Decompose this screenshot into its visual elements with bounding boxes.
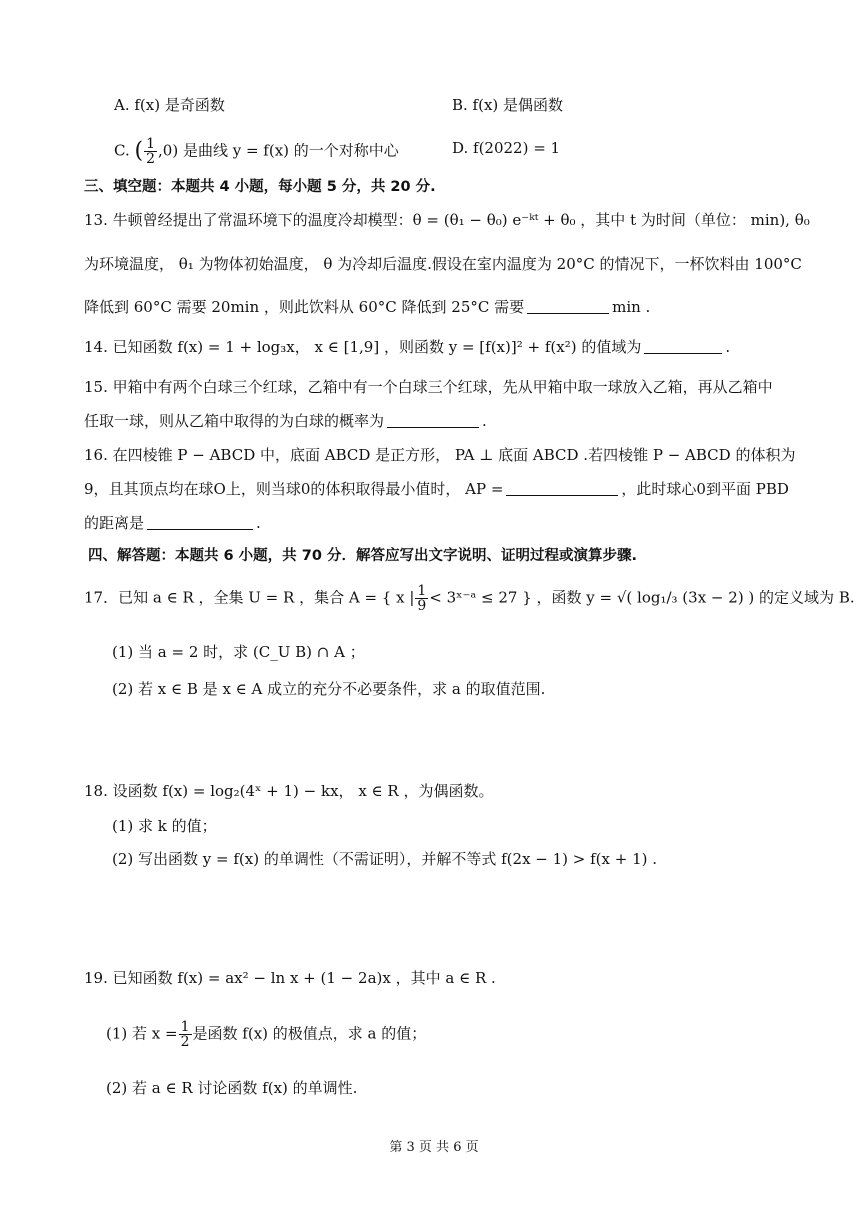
q15-line2: 任取一球，则从乙箱中取得的为白球的概率为 . [84,412,487,430]
q19-fraction: $\frac{1}{2}$ [180,1019,190,1050]
q16-line3: 的距离是 . [84,514,261,532]
option-c-fraction: $\frac{1}{2}$ [146,136,156,167]
q19-line1: 19. 已知函数 f(x) = ax² − ln x + (1 − 2a)x ，其中 a ∈ R . [84,969,496,987]
q13-line2: 为环境温度， θ₁ 为物体初始温度， θ 为冷却后温度.假设在室内温度为 20°C 的情况下，一杯饮料由 100°C [84,255,802,273]
option-c-text: ,0) 是曲线 y = f(x) 的一个对称中心 [158,141,399,160]
option-c: C. ( $\frac{1}{2}$ ,0) 是曲线 y = f(x) 的一个对称中心 [114,136,399,167]
option-c-prefix: C. [114,141,130,160]
section-3-heading: 三、填空题：本题共 4 小题，每小题 5 分，共 20 分. [84,179,436,195]
q16-line2: 9，且其顶点均在球O上，则当球0的体积取得最小值时， AP = ，此时球心0到平面 PBD [84,480,789,498]
q13-answer-blank[interactable] [527,297,609,314]
q19-part2: (2) 若 a ∈ R 讨论函数 f(x) 的单调性. [106,1079,358,1097]
q16-line1: 16. 在四棱锥 P − ABCD 中，底面 ABCD 是正方形， PA ⊥ 底面 ABCD .若四棱锥 P − ABCD 的体积为 [84,446,796,464]
q13-line3: 降低到 60°C 需要 20min ，则此饮料从 60°C 降低到 25°C 需要 min . [84,298,651,316]
q14: 14. 已知函数 f(x) = 1 + log₃x， x ∈ [1,9] ，则函数 y = [f(x)]² + f(x²) 的值域为 . [84,338,731,356]
q17-part1: (1) 当 a = 2 时，求 (C_U B) ∩ A ； [112,643,365,661]
q14-answer-blank[interactable] [644,337,722,354]
option-d: D. f(2022) = 1 [452,139,561,157]
option-b: B. f(x) 是偶函数 [452,96,564,114]
q16-ap-blank[interactable] [506,479,618,496]
page-footer: 第 3 页 共 6 页 [389,1140,479,1155]
q18-line1: 18. 设函数 f(x) = log₂(4ˣ + 1) − kx， x ∈ R ，为偶函数。 [84,782,494,800]
q17-line1: 17．已知 a ∈ R ，全集 U = R ，集合 A = { x | $\frac{1}{9}$ < 3ˣ⁻ᵃ ≤ 27 } ，函数 y = √( log₁/₃ (3x − 2) ) 的定义域为 B. [84,583,855,614]
q18-part1: (1) 求 k 的值； [112,817,217,835]
q13-line1: 13. 牛顿曾经提出了常温环境下的温度冷却模型：θ = (θ₁ − θ₀) e⁻ᵏᵗ + θ₀ ，其中 t 为时间（单位： min), θ₀ [84,211,810,229]
q17-fraction: $\frac{1}{9}$ [417,583,427,614]
section-4-heading: 四、解答题：本题共 6 小题，共 70 分．解答应写出文字说明、证明过程或演算步骤. [88,548,637,564]
q19-part1: (1) 若 x = $\frac{1}{2}$ 是函数 f(x) 的极值点，求 a 的值； [106,1019,427,1050]
q15-line1: 15. 甲箱中有两个白球三个红球，乙箱中有一个白球三个红球，先从甲箱中取一球放入乙箱，再从乙箱中 [84,378,773,396]
q15-answer-blank[interactable] [387,411,479,428]
q18-part2: (2) 写出函数 y = f(x) 的单调性（不需证明），并解不等式 f(2x − 1) > f(x + 1) . [112,850,658,868]
option-a: A. f(x) 是奇函数 [114,96,225,114]
q17-part2: (2) 若 x ∈ B 是 x ∈ A 成立的充分不必要条件，求 a 的取值范围. [112,680,546,698]
q16-distance-blank[interactable] [147,513,253,530]
